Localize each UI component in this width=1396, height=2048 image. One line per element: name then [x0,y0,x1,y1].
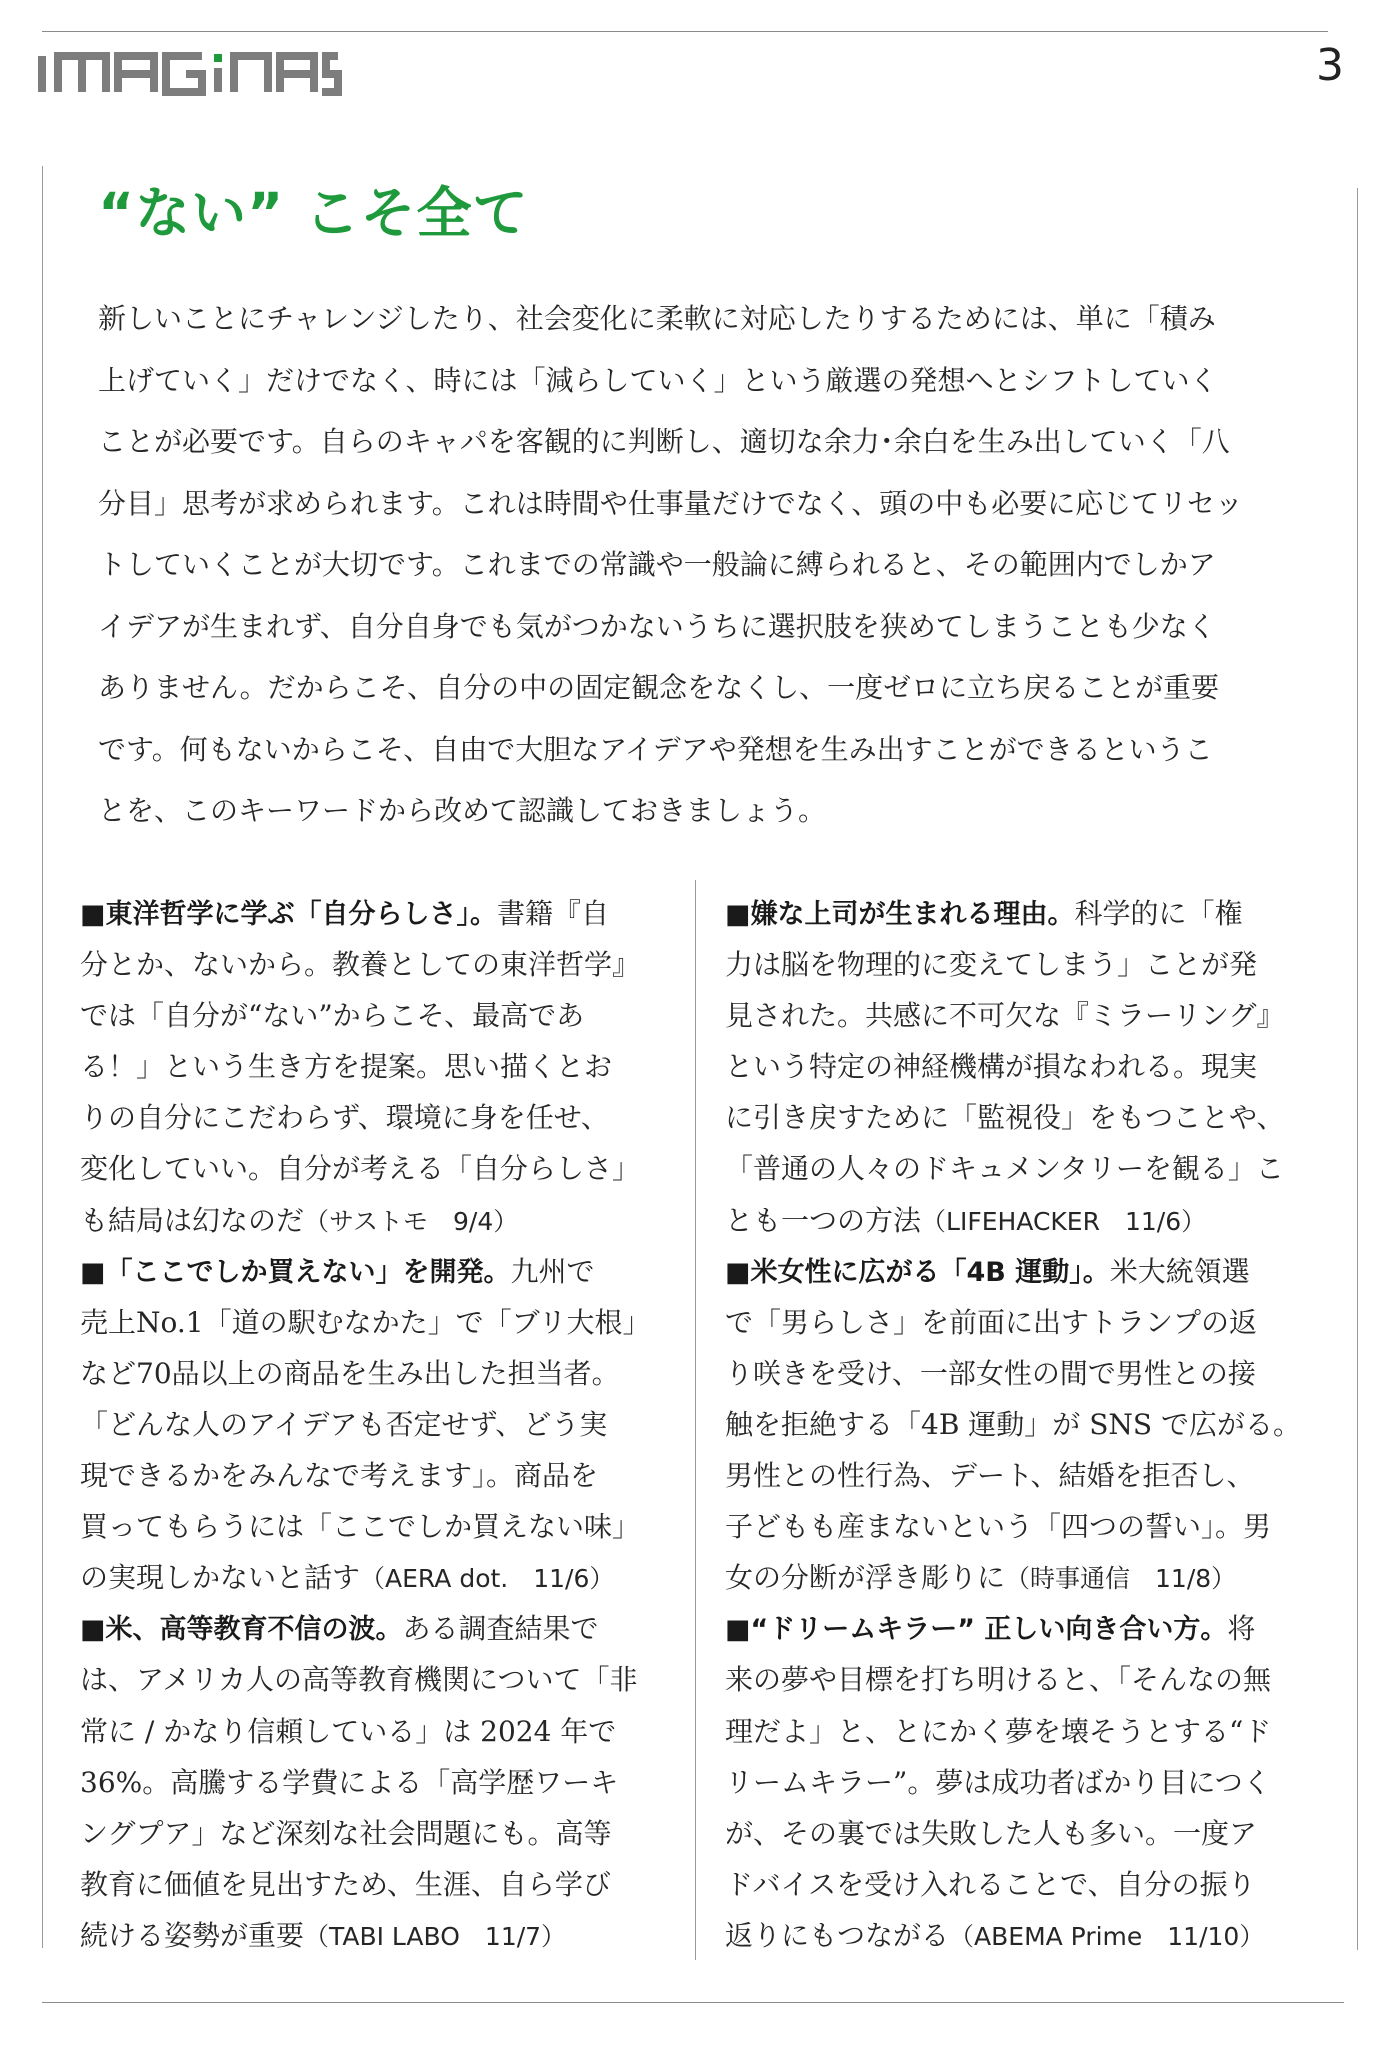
news-body-line: 理だよ」と、とにかく夢を壊そうとする“ド [725,1714,1272,1748]
news-body: 返りにもつながる [725,1918,950,1952]
news-body: 将 [1227,1612,1256,1646]
news-body: 科学的に「権 [1074,897,1243,930]
news-body-line: 売上No.1「道の駅むなかた」で「ブリ大根」 [80,1305,651,1339]
news-body-line: 分とか、ないから。教養としての東洋哲学』 [80,948,641,982]
news-headline: ■米、高等教育不信の波。 [80,1614,403,1646]
intro-line: 上げていく」だけでなく、時には「減らしていく」という厳選の発想へとシフトしていく [98,363,1218,397]
news-body-line: という特定の神経機構が損なわれる。現実 [725,1050,1258,1084]
intro-paragraph [98,288,1328,842]
news-source: （LIFEHACKER 11/6） [921,1206,1207,1236]
news-item [725,888,1301,1246]
news-body-line: に引き戻すために「監視役」をもつことや、 [725,1101,1285,1135]
intro-line: ありません。だからこそ、自分の中の固定観念をなくし、一度ゼロに立ち戻ることが重要 [98,671,1220,704]
news-body-line: 見された。共感に不可欠な『ミラーリング』 [725,999,1285,1033]
news-body-line: で「男らしさ」を前面に出すトランプの返 [725,1305,1258,1339]
news-body-line: では「自分が“ない”からこそ、最高であ [80,999,585,1033]
news-source: （ABEMA Prime 11/10） [949,1921,1265,1951]
news-item [725,1246,1301,1604]
footer-rule [42,2002,1344,2003]
brand-logo [36,52,342,96]
news-body-line: は、アメリカ人の高等教育機関について「非 [80,1663,638,1697]
news-body-line: 「普通の人々のドキュメンタリーを観る」こ [725,1152,1284,1186]
news-body-line: が、その裏では失敗した人も多い。一度ア [725,1816,1258,1850]
header-rule [42,31,1328,32]
news-body-line: 触を拒絶する「4B 運動」が SNS で広がる。 [725,1407,1301,1441]
intro-line: 分目」思考が求められます。これは時間や仕事量だけでなく、頭の中も必要に応じてリセッ [98,486,1243,520]
news-body-line: 常に / かなり信頼している」は 2024 年で [80,1714,617,1748]
news-body-line: 男性との性行為、デート、結婚を拒否し、 [725,1459,1255,1493]
news-body: 女の分断が浮き彫りに [725,1561,1006,1595]
news-headline: ■米女性に広がる「4B 運動」。 [725,1256,1110,1288]
news-body: とも一つの方法 [725,1203,922,1237]
news-item [80,1603,656,1961]
news-headline: ■嫌な上司が生まれる理由。 [725,899,1075,930]
page-title: “ない” こそ全て [98,181,529,245]
news-body-line: 「どんな人のアイデアも否定せず、どう実 [80,1407,608,1441]
news-body-line: 力は脳を物理的に変えてしまう」ことが発 [725,948,1258,982]
news-body-line: 子どもも産まないという「四つの誓い」。男 [725,1510,1272,1544]
news-body: 書籍『自 [497,897,610,930]
news-body-line: 現できるかをみんなで考えます」。商品を [80,1459,599,1493]
intro-line: ことが必要です。自らのキャパを客観的に判断し、適切な余力･余白を生み出していく「八 [98,425,1230,458]
news-body-line: 買ってもらうには「ここでしか買えない味」 [80,1510,641,1544]
news-item [80,888,656,1246]
news-body-line: ングプア」など深刻な社会問題にも。高等 [80,1816,612,1850]
news-body: の実現しかないと話す [80,1561,361,1595]
news-source: （TABI LABO 11/7） [304,1921,567,1951]
intro-line: トしていくことが大切です。これまでの常識や一般論に縛られると、その範囲内でしかア [98,548,1216,581]
page-number: 3 [1316,40,1344,91]
left-margin-line [42,166,43,1948]
news-body-line: など70品以上の商品を生み出した担当者。 [80,1356,620,1390]
news-body-line: 36%。高騰する学費による「高学歴ワーキ [80,1765,619,1799]
intro-line: とを、このキーワードから改めて認識しておきましょう。 [98,794,827,827]
right-column [725,888,1301,1961]
news-body-line: る！」という生き方を提案。思い描くとお [80,1050,613,1084]
news-body-line: 教育に価値を見出すため、生涯、自ら学び [80,1867,611,1901]
news-item [725,1603,1301,1961]
news-body: 米大統領選 [1109,1254,1250,1288]
news-body: 九州で [510,1254,595,1288]
column-divider [695,880,696,1960]
news-body-line: り咲きを受け、一部女性の間で男性との接 [725,1356,1256,1390]
news-body-line: ドバイスを受け入れることで、自分の振り [725,1867,1256,1901]
news-body-line: リームキラー”。夢は成功者ばかり目につく [725,1765,1271,1799]
news-source: （サストモ 9/4） [304,1206,519,1236]
news-body-line: 変化していい。自分が考える「自分らしさ」 [80,1152,641,1186]
news-body: ある調査結果で [402,1612,599,1646]
news-headline: ■「ここでしか買えない」を開発。 [80,1256,511,1288]
news-source: （AERA dot. 11/6） [360,1564,615,1594]
news-source: （時事通信 11/8） [1005,1564,1237,1594]
right-margin-line [1357,188,1358,1950]
news-headline: ■東洋哲学に学ぶ「自分らしさ」。 [80,899,498,930]
news-body-line: りの自分にこだわらず、環境に身を任せ、 [80,1101,609,1135]
news-body: も結局は幻なのだ [80,1203,305,1237]
intro-line: です。何もないからこそ、自由で大胆なアイデアや発想を生み出すことができるというこ [98,732,1213,766]
news-headline: ■“ドリームキラー” 正しい向き合い方。 [725,1614,1228,1646]
intro-line: 新しいことにチャレンジしたり、社会変化に柔軟に対応したりするためには、単に「積み [98,302,1216,335]
intro-line: イデアが生まれず、自分自身でも気がつかないうちに選択肢を狭めてしまうことも少なく [98,609,1216,643]
left-column [80,888,656,1961]
news-item [80,1246,656,1604]
news-body-line: 来の夢や目標を打ち明けると、「そんなの無 [725,1663,1272,1697]
news-body: 続ける姿勢が重要 [80,1918,305,1952]
